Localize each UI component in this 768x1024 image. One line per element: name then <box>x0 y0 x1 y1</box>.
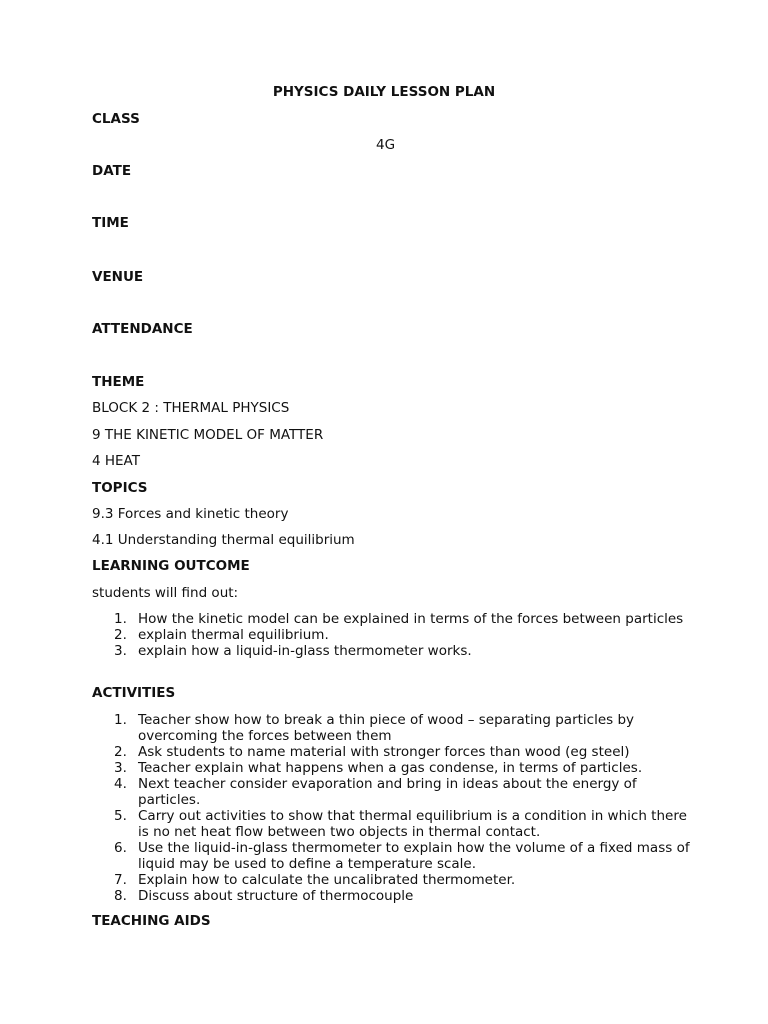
learning-outcome-heading: LEARNING OUTCOME <box>92 558 250 574</box>
list-item-number: 6. <box>114 840 127 856</box>
date-label: DATE <box>92 163 132 179</box>
time-label: TIME <box>92 215 129 231</box>
list-item-number: 3. <box>114 760 127 776</box>
list-item-number: 8. <box>114 888 127 904</box>
list-item <box>92 744 692 760</box>
list-item-text: Discuss about structure of thermocouple <box>138 888 414 904</box>
list-item-text: explain how a liquid-in-glass thermometer works. <box>138 643 472 659</box>
activities-list <box>92 712 692 904</box>
topic-line: 9.3 Forces and kinetic theory <box>92 506 289 522</box>
list-item <box>92 888 692 904</box>
list-item <box>92 872 692 888</box>
list-item-number: 3. <box>114 643 127 659</box>
list-item <box>92 627 692 643</box>
list-item-number: 5. <box>114 808 127 824</box>
theme-heading: THEME <box>92 374 145 390</box>
theme-line: BLOCK 2 : THERMAL PHYSICS <box>92 400 290 416</box>
list-item-text: Ask students to name material with stronger forces than wood (eg steel) <box>138 744 630 760</box>
list-item-text: Teacher explain what happens when a gas condense, in terms of particles. <box>138 760 643 776</box>
venue-label: VENUE <box>92 269 144 285</box>
list-item-number: 7. <box>114 872 127 888</box>
learning-outcome-list <box>92 611 692 659</box>
list-item-text: Teacher show how to break a thin piece of wood – separating particles by overcoming the forces between them <box>138 712 635 744</box>
list-item-number: 2. <box>114 627 127 643</box>
class-value: 4G <box>376 137 396 153</box>
list-item-text: Use the liquid-in-glass thermometer to explain how the volume of a fixed mass of liquid may be used to define a temperature scale. <box>138 840 690 872</box>
list-item-number: 2. <box>114 744 127 760</box>
list-item <box>92 808 692 840</box>
theme-line: 4 HEAT <box>92 453 140 469</box>
document-title: PHYSICS DAILY LESSON PLAN <box>272 84 496 100</box>
list-item <box>92 840 692 872</box>
learning-outcome-intro: students will find out: <box>92 585 239 601</box>
list-item <box>92 776 692 808</box>
list-item <box>92 643 692 659</box>
list-item-number: 1. <box>114 712 127 728</box>
teaching-aids-heading: TEACHING AIDS <box>92 913 211 929</box>
list-item-number: 4. <box>114 776 127 792</box>
list-item-text: explain thermal equilibrium. <box>138 627 329 643</box>
list-item-text: Carry out activities to show that thermal equilibrium is a condition in which there is no net heat flow between two objects in thermal contact. <box>138 808 687 840</box>
list-item <box>92 760 692 776</box>
attendance-label: ATTENDANCE <box>92 321 193 337</box>
list-item-number: 1. <box>114 611 127 627</box>
topic-line: 4.1 Understanding thermal equilibrium <box>92 532 355 548</box>
list-item-text: Explain how to calculate the uncalibrated thermometer. <box>138 872 516 888</box>
list-item <box>92 712 692 744</box>
activities-heading: ACTIVITIES <box>92 685 176 701</box>
list-item-text: How the kinetic model can be explained in terms of the forces between particles <box>138 611 684 627</box>
theme-line: 9 THE KINETIC MODEL OF MATTER <box>92 427 324 443</box>
topics-heading: TOPICS <box>92 480 148 496</box>
list-item <box>92 611 692 627</box>
list-item-text: Next teacher consider evaporation and bring in ideas about the energy of particles. <box>138 776 637 808</box>
class-label: CLASS <box>92 111 140 127</box>
